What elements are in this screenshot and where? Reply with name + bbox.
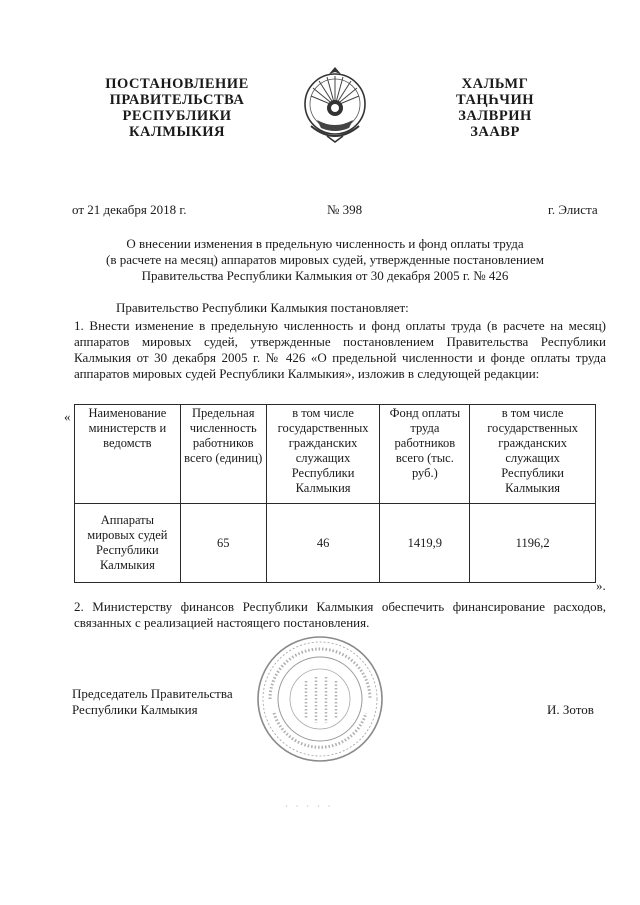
title-line: О внесении изменения в предельную численность и фонд оплаты труда xyxy=(126,236,524,251)
quote-close: ». xyxy=(596,578,606,593)
table-cell: 1196,2 xyxy=(470,504,596,583)
table-cell: Аппараты мировых судей Республики Калмыкия xyxy=(75,504,181,583)
signatory-position xyxy=(72,686,233,718)
scan-specks: · · · · · xyxy=(285,802,334,811)
table-row xyxy=(75,504,596,583)
intro-paragraph: Правительство Республики Калмыкия постановляет: xyxy=(116,300,409,315)
kalmykia-emblem-icon xyxy=(299,64,371,144)
header-xal-line: ЗАЛВРИН xyxy=(458,108,532,124)
header-ru-line: РЕСПУБЛИКИ xyxy=(122,108,232,124)
signatory-line: Председатель Правительства xyxy=(72,686,233,701)
document-place: г. Элиста xyxy=(548,202,598,217)
quote-open: « xyxy=(64,409,71,424)
header-ru-line: КАЛМЫКИЯ xyxy=(129,124,225,140)
table-header-cell: в том числе государственных гражданских служащих Республики Калмыкия xyxy=(470,405,596,504)
table-header-row xyxy=(75,405,596,504)
signatory-line: Республики Калмыкия xyxy=(72,702,198,717)
document-number: № 398 xyxy=(327,202,363,217)
header-xal-line: ТАҢҺЧИН xyxy=(455,92,535,108)
table-header-cell: Предельная численность работников всего (единиц) xyxy=(180,405,266,504)
table-header-cell: в том числе государственных гражданских служащих Республики Калмыкия xyxy=(266,405,380,504)
item-1-paragraph: 1. Внести изменение в предельную численность и фонд оплаты труда (в расчете на месяц) аппаратов мировых судей, утвержденные постановлением Правительства Республики Калмыкия от 30 декабря 2005 г. № 426 «О предельной численности и фонде оплаты труда аппаратов мировых судей Республики Калмыкия», изложив в следующей редакции: xyxy=(74,318,606,381)
round-seal-icon xyxy=(254,633,386,765)
item-2-paragraph: 2. Министерству финансов Республики Калмыкия обеспечить финансирование расходов, связанных с реализацией настоящего постановления. xyxy=(74,599,606,630)
header-xal-line: ХАЛЬМГ xyxy=(461,76,529,92)
header-xal-line: ЗААВР xyxy=(470,124,520,140)
document-date: от 21 декабря 2018 г. xyxy=(72,202,187,217)
header-ru xyxy=(92,76,262,140)
table-header-cell: Фонд оплаты труда работников всего (тыс. руб.) xyxy=(380,405,470,504)
header-ru-line: ПРАВИТЕЛЬСТВА xyxy=(109,92,245,108)
document-title xyxy=(60,236,590,284)
header-ru-line: ПОСТАНОВЛЕНИЕ xyxy=(105,76,249,92)
table-cell: 46 xyxy=(266,504,380,583)
signatory-name: И. Зотов xyxy=(547,702,594,717)
title-line: (в расчете на месяц) аппаратов мировых судей, утвержденные постановлением xyxy=(106,252,544,267)
header-xal xyxy=(436,76,554,140)
title-line: Правительства Республики Калмыкия от 30 декабря 2005 г. № 426 xyxy=(141,268,509,283)
table-cell: 65 xyxy=(180,504,266,583)
table-cell: 1419,9 xyxy=(380,504,470,583)
table-header-cell: Наименование министерств и ведомств xyxy=(75,405,181,504)
staffing-table xyxy=(74,404,596,583)
